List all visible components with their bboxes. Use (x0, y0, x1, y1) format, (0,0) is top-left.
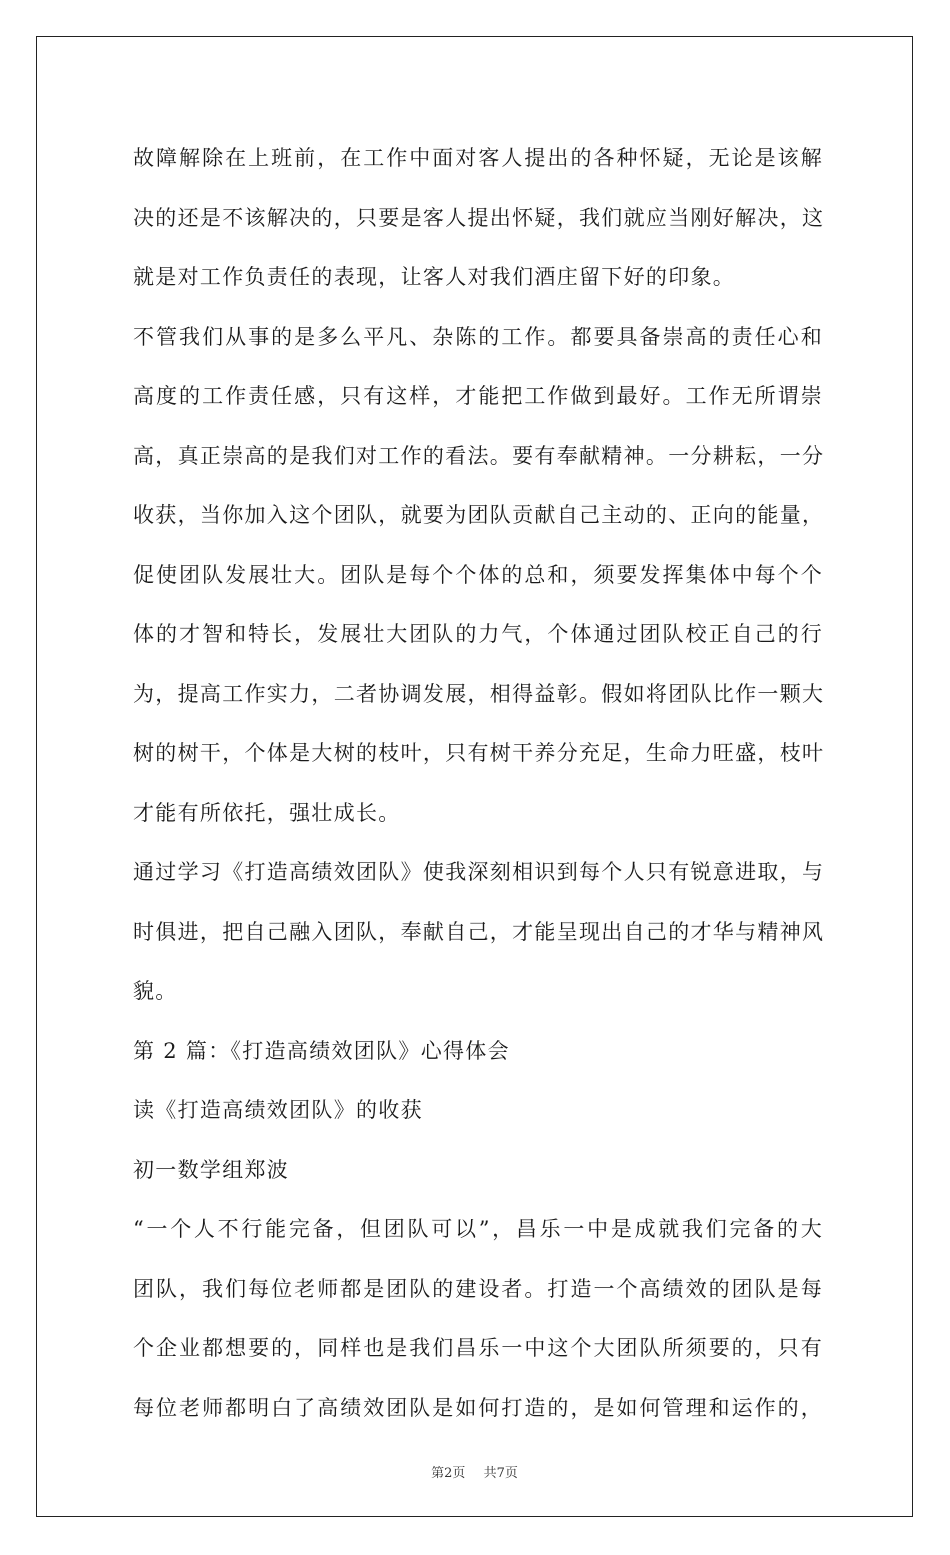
text-line: 树的树干，个体是大树的枝叶，只有树干养分充足，生命力旺盛，枝叶 (133, 741, 825, 765)
page-number: 第2页 (431, 1466, 466, 1481)
text-line: 团队，我们每位老师都是团队的建设者。打造一个高绩效的团队是每 (133, 1276, 823, 1301)
text-line: “一个人不行能完备，但团队可以”，昌乐一中是成就我们完备的大 (133, 1217, 823, 1241)
document-body (133, 129, 823, 1438)
text-line: 初一数学组郑波 (133, 1157, 290, 1182)
text-line: 故障解除在上班前，在工作中面对客人提出的各种怀疑，无论是该解 (133, 146, 823, 170)
text-line: 每位老师都明白了高绩效团队是如何打造的，是如何管理和运作的， (133, 1395, 823, 1420)
text-line: 为，提高工作实力，二者协调发展，相得益彰。假如将团队比作一颗大 (133, 681, 825, 706)
text-line: 通过学习《打造高绩效团队》使我深刻相识到每个人只有锐意进取，与 (133, 860, 825, 884)
page-frame (36, 36, 913, 1517)
text-line: 个企业都想要的，同样也是我们昌乐一中这个大团队所须要的，只有 (133, 1336, 823, 1360)
text-line: 读《打造高绩效团队》的收获 (133, 1098, 423, 1122)
text-line: 决的还是不该解决的，只要是客人提出怀疑，我们就应当刚好解决，这 (133, 205, 825, 230)
text-line: 促使团队发展壮大。团队是每个个体的总和，须要发挥集体中每个个 (133, 562, 823, 587)
text-line: 第 2 篇：《打造高绩效团队》心得体会 (133, 1038, 510, 1063)
text-line: 才能有所依托，强壮成长。 (133, 800, 401, 825)
text-line: 就是对工作负责任的表现，让客人对我们酒庄留下好的印象。 (133, 265, 736, 289)
text-line: 体的才智和特长，发展壮大团队的力气，个体通过团队校正自己的行 (133, 622, 823, 646)
page-total: 共7页 (483, 1466, 518, 1481)
text-line: 时俱进，把自己融入团队，奉献自己，才能呈现出自己的才华与精神风 (133, 919, 825, 944)
page-footer (37, 1462, 912, 1481)
text-line: 貌。 (133, 979, 178, 1003)
text-line: 高，真正崇高的是我们对工作的看法。要有奉献精神。一分耕耘，一分 (133, 443, 825, 468)
text-line: 收获，当你加入这个团队，就要为团队贡献自己主动的、正向的能量， (133, 503, 825, 527)
text-line: 高度的工作责任感，只有这样，才能把工作做到最好。工作无所谓崇 (133, 384, 823, 408)
text-line: 不管我们从事的是多么平凡、杂陈的工作。都要具备崇高的责任心和 (133, 324, 823, 349)
